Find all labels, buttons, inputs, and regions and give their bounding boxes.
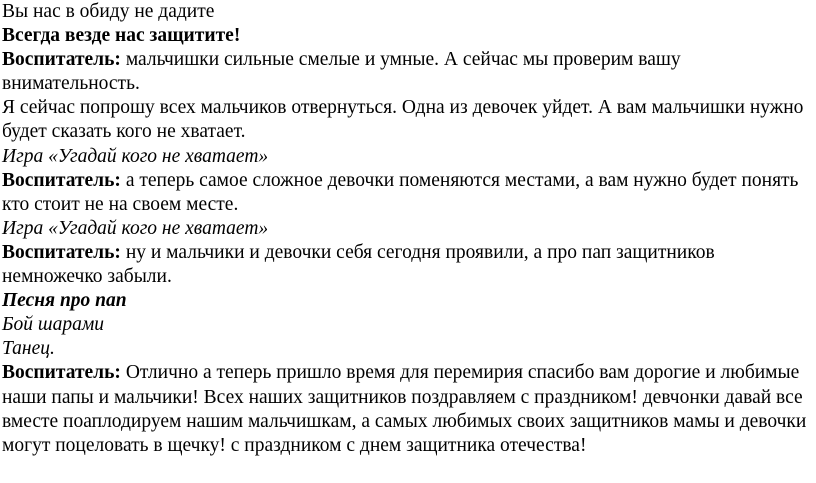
speech-text: мальчишки сильные смелые и умные. А сейчас мы проверим вашу внимательность. [2, 49, 681, 95]
poem-line-1: Вы нас в обиду не дадите [2, 1, 215, 22]
speech-text: Отлично а теперь пришло время для перемирия спасибо вам дорогие и любимые наши папы и мальчики! Всех наших защитников поздравляем с праздником! девчонки давай все вместе поаплодируем нашим мальчишкам, а самых любимых своих защитников мамы и девочки могут поцеловать в щечку! с праздником с днем защитника отечества! [2, 362, 807, 456]
activity-title-balls: Бой шарами [2, 314, 105, 336]
poem-line-2: Всегда везде нас защитите! [2, 25, 241, 47]
speech-paragraph-3 [2, 241, 810, 289]
speech-paragraph-1 [2, 48, 810, 96]
activity-title-dance: Танец. [2, 338, 55, 360]
game-title-2: Игра «Угадай кого не хватает» [2, 217, 269, 239]
speech-text: а теперь самое сложное девочки поменяются местами, а вам нужно будет понять кто стоит не на своем месте. [2, 169, 799, 215]
game-title-1: Игра «Угадай кого не хватает» [2, 145, 269, 167]
instruction-paragraph: Я сейчас попрошу всех мальчиков отвернуться. Одна из девочек уйдет. А вам мальчишки нужно будет сказать кого не хватает. [2, 97, 804, 143]
speaker-label: Воспитатель: [2, 169, 121, 191]
speaker-label: Воспитатель: [2, 241, 121, 263]
speech-paragraph-2 [2, 169, 810, 217]
song-title: Песня про пап [2, 290, 127, 312]
speaker-label: Воспитатель: [2, 362, 121, 384]
speaker-label: Воспитатель: [2, 49, 121, 71]
speech-text: ну и мальчики и девочки себя сегодня проявили, а про пап защитников немножечко забыли. [2, 241, 715, 288]
speech-paragraph-4 [2, 361, 810, 457]
